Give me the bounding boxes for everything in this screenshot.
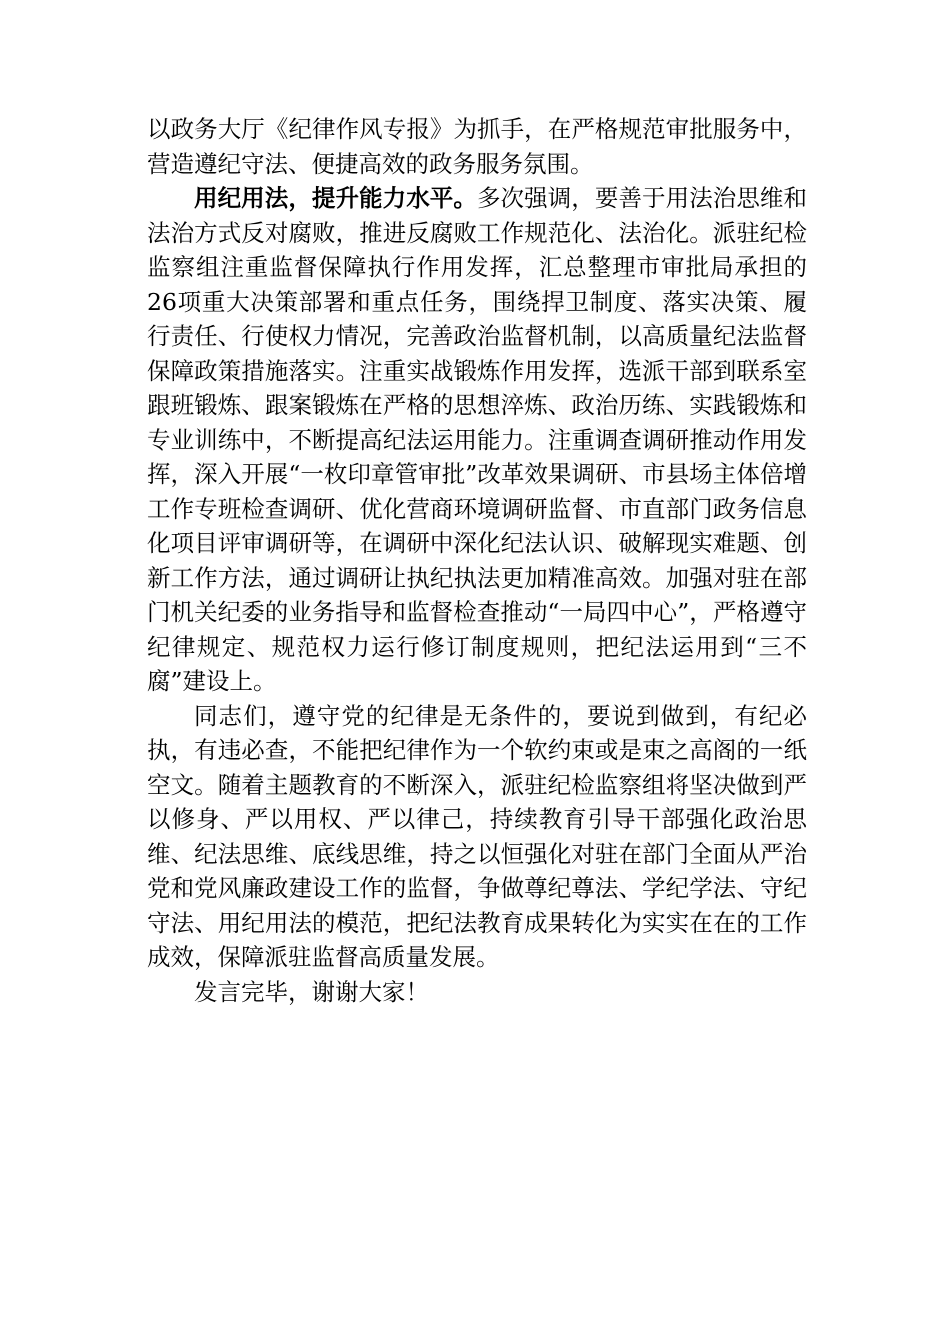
document-body [147,112,807,1009]
paragraph-lead-heading: 用纪用法，提升能力水平。 [194,184,477,212]
paragraph-closing-remarks [147,699,807,975]
paragraph-ability [147,181,807,699]
paragraph-text: 同志们，遵守党的纪律是无条件的，要说到做到，有纪必执，有违必查，不能把纪律作为一个软约束或是束之高阁的一纸空文。随着主题教育的不断深入，派驻纪检监察组将坚决做到严以修身、严以用权、严以律己，持续教育引导干部强化政治思维、纪法思维、底线思维，持之以恒强化对驻在部门全面从严治党和党风廉政建设工作的监督，争做尊纪尊法、学纪学法、守纪守法、用纪用法的模范，把纪法教育成果转化为实实在在的工作成效，保障派驻监督高质量发展。 [147,701,807,971]
paragraph-text: 以政务大厅《纪律作风专报》为抓手，在严格规范审批服务中，营造遵纪守法、便捷高效的政务服务氛围。 [147,115,807,178]
paragraph-thanks [147,975,807,1010]
paragraph-text: 多次强调，要善于用法治思维和法治方式反对腐败，推进反腐败工作规范化、法治化。派驻纪检监察组注重监督保障执行作用发挥，汇总整理市审批局承担的26项重大决策部署和重点任务，围绕捍卫制度、落实决策、履行责任、行使权力情况，完善政治监督机制，以高质量纪法监督保障政策措施落实。注重实战锻炼作用发挥，选派干部到联系室跟班锻炼、跟案锻炼在严格的思想淬炼、政治历练、实践锻炼和专业训练中，不断提高纪法运用能力。注重调查调研推动作用发挥，深入开展“一枚印章管审批”改革效果调研、市县场主体倍增工作专班检查调研、优化营商环境调研监督、市直部门政务信息化项目评审调研等，在调研中深化纪法认识、破解现实难题、创新工作方法，通过调研让执纪执法更加精准高效。加强对驻在部门机关纪委的业务指导和监督检查推动“一局四中心”，严格遵守纪律规定、规范权力运行修订制度规则，把纪法运用到“三不腐”建设上。 [147,184,808,695]
paragraph-continued [147,112,807,181]
paragraph-text: 发言完毕，谢谢大家！ [194,977,429,1006]
